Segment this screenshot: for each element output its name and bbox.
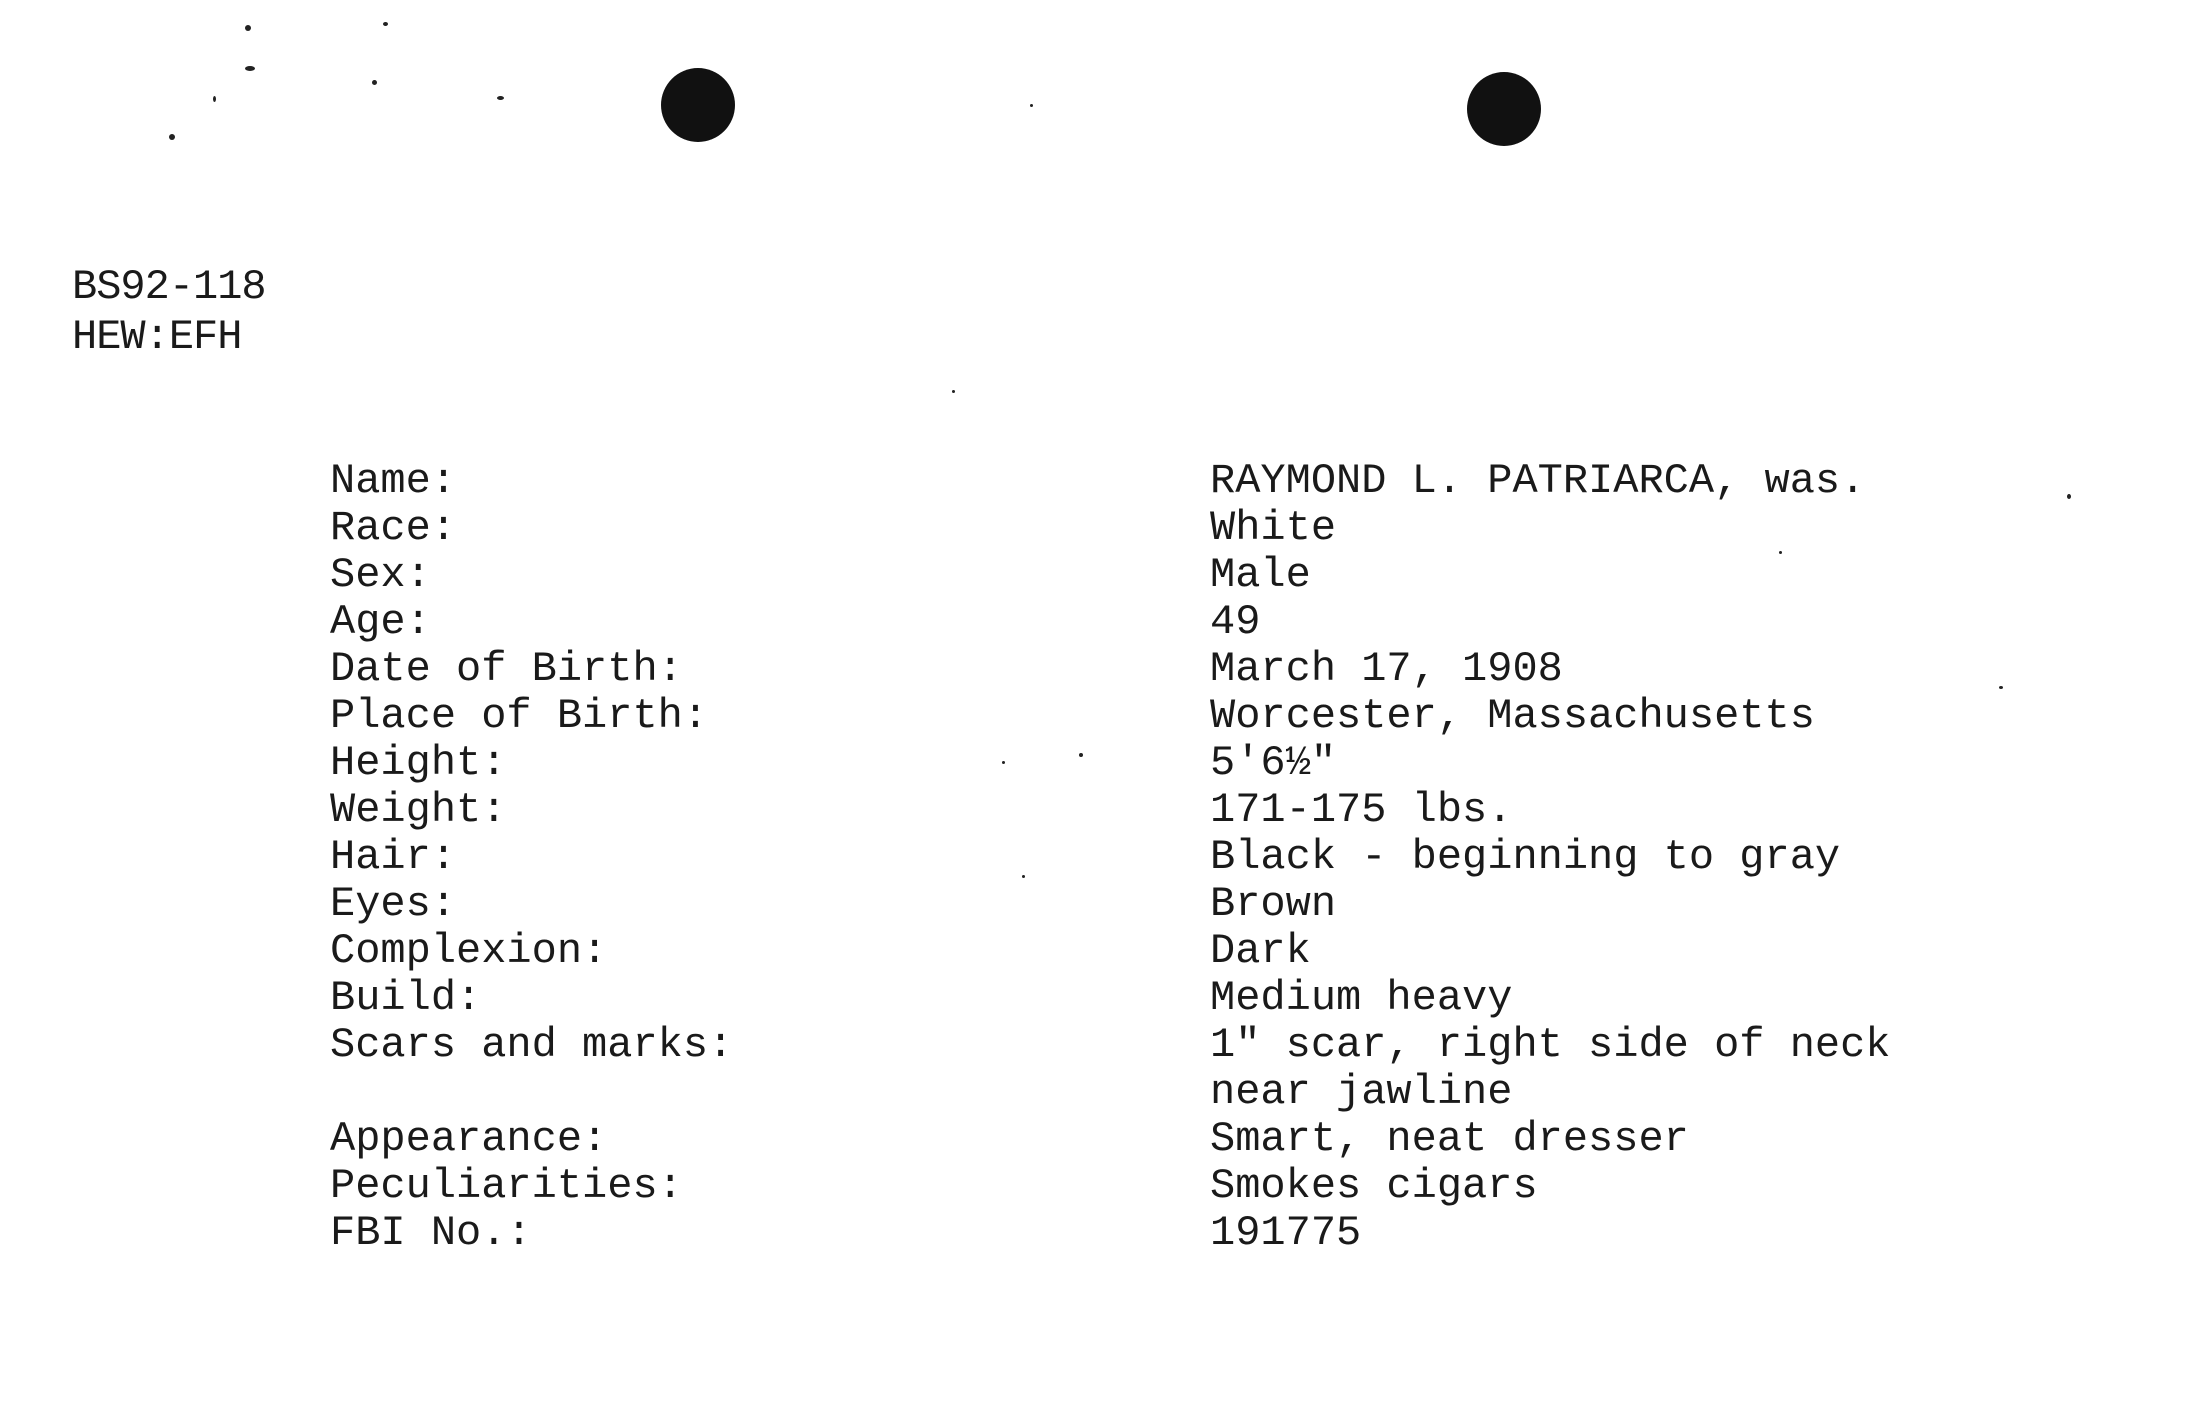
record-row-build	[330, 975, 2030, 1022]
field-value: 1" scar, right side of neck near jawline	[1210, 1021, 1891, 1116]
ink-speck	[372, 80, 377, 85]
field-value: White	[1210, 504, 1337, 552]
field-label: Sex:	[330, 551, 431, 599]
ink-speck	[245, 66, 255, 71]
record-row-height	[330, 740, 2030, 787]
field-label: Complexion:	[330, 927, 608, 975]
punch-hole-right	[1467, 72, 1541, 146]
field-label: Date of Birth:	[330, 645, 683, 693]
field-label: Eyes:	[330, 880, 457, 928]
typist-initials: HEW:EFH	[72, 313, 242, 361]
record-row-hair	[330, 834, 2030, 881]
field-label: Age:	[330, 598, 431, 646]
punch-hole-left	[661, 68, 735, 142]
field-value: Smart, neat dresser	[1210, 1115, 1689, 1163]
field-value: Medium heavy	[1210, 974, 1513, 1022]
ink-speck	[383, 22, 388, 26]
record-row-sex	[330, 552, 2030, 599]
field-label: Hair:	[330, 833, 457, 881]
record-row-appearance	[330, 1116, 2030, 1163]
field-value: Black - beginning to gray	[1210, 833, 1841, 881]
field-label: Height:	[330, 739, 507, 787]
field-label: Scars and marks:	[330, 1021, 734, 1069]
ink-speck	[213, 96, 216, 102]
field-value: Worcester, Massachusetts	[1210, 692, 1815, 740]
field-label: Build:	[330, 974, 482, 1022]
description-record	[330, 458, 2030, 1257]
record-row-name	[330, 458, 2030, 505]
record-row-complexion	[330, 928, 2030, 975]
file-number: BS92-118	[72, 263, 266, 311]
record-row-peculiarities	[330, 1163, 2030, 1210]
record-row-age	[330, 599, 2030, 646]
record-row-fbi-number	[330, 1210, 2030, 1257]
field-label: FBI No.:	[330, 1209, 532, 1257]
record-row-weight	[330, 787, 2030, 834]
record-row-scars-and-marks	[330, 1022, 2030, 1116]
record-row-date-of-birth	[330, 646, 2030, 693]
file-reference	[72, 262, 266, 362]
field-label: Appearance:	[330, 1115, 608, 1163]
field-value: 171-175 lbs.	[1210, 786, 1513, 834]
field-label: Name:	[330, 457, 457, 505]
ink-speck	[497, 96, 504, 100]
field-label: Race:	[330, 504, 457, 552]
ink-speck	[2067, 494, 2071, 499]
record-row-eyes	[330, 881, 2030, 928]
field-label: Weight:	[330, 786, 507, 834]
record-row-place-of-birth	[330, 693, 2030, 740]
field-value: Male	[1210, 551, 1311, 599]
field-value: Dark	[1210, 927, 1311, 975]
field-value: 49	[1210, 598, 1261, 646]
field-label: Peculiarities:	[330, 1162, 683, 1210]
field-label: Place of Birth:	[330, 692, 709, 740]
field-value: 5'6½"	[1210, 739, 1337, 787]
ink-speck	[1030, 104, 1033, 107]
field-value: RAYMOND L. PATRIARCA, was.	[1210, 457, 1866, 505]
field-value: Brown	[1210, 880, 1337, 928]
ink-speck	[169, 134, 175, 140]
field-value: Smokes cigars	[1210, 1162, 1538, 1210]
field-value: 191775	[1210, 1209, 1362, 1257]
ink-speck	[245, 25, 251, 31]
ink-speck	[952, 390, 955, 393]
record-row-race	[330, 505, 2030, 552]
field-value: March 17, 1908	[1210, 645, 1563, 693]
